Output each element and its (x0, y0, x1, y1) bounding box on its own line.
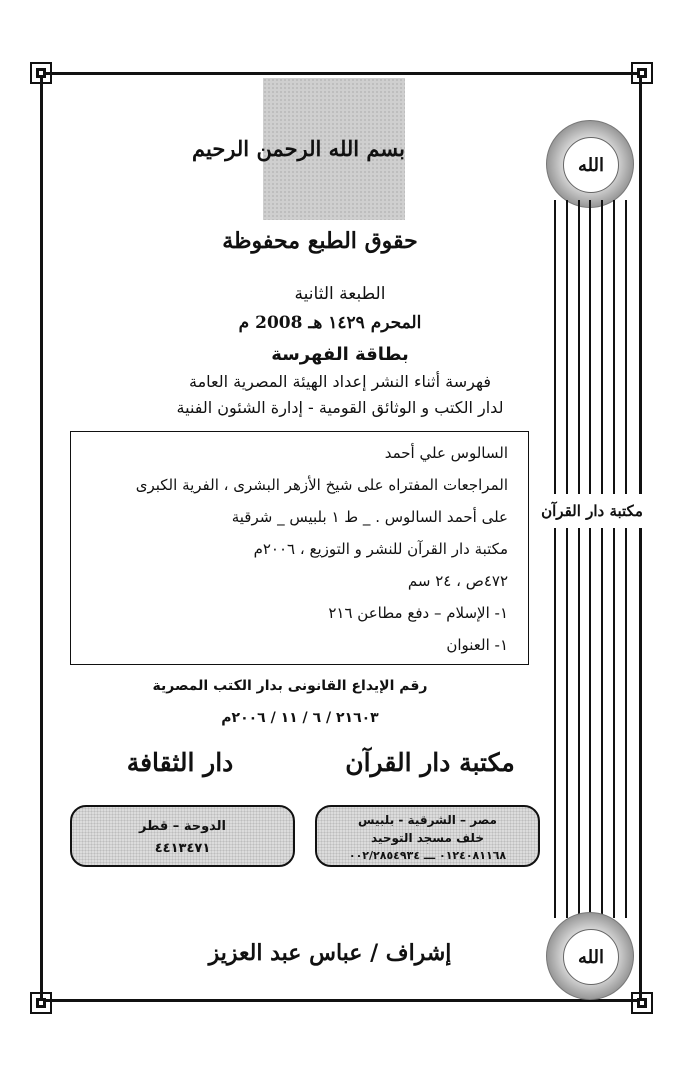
catalog-author: السالوس علي أحمد (384, 444, 508, 462)
corner-ornament-top-right (630, 61, 654, 85)
publisher-right-logo: مكتبة دار القرآن (345, 748, 515, 777)
allah-seal-top-text: الله (563, 137, 619, 193)
deposit-number: ٢١٦٠٣ / ٦ / ١١ / ٢٠٠٦م (221, 710, 379, 726)
spine-label: مكتبة دار القرآن (537, 494, 647, 528)
cataloging-card (70, 431, 529, 665)
catalog-subject: ١- الإسلام – دفع مطاعن ٢١٦ (328, 604, 508, 622)
corner-ornament-bottom-right (630, 991, 654, 1015)
spine-line (566, 200, 568, 918)
catalog-author-edition: على أحمد السالوس . _ ط ١ بلبيس _ شرقية (231, 508, 508, 526)
catalog-title: المراجعات المفتراه على شيخ الأزهر البشرى ، الفرية الكبرى (135, 476, 508, 494)
copyright-notice: حقوق الطبع محفوظة (222, 228, 418, 254)
publisher-left-logo: دار الثقافة (126, 748, 234, 777)
spine-line (554, 200, 556, 918)
cataloging-line-1: فهرسة أثناء النشر إعداد الهيئة المصرية العامة (189, 372, 491, 391)
allah-seal-bottom (546, 912, 634, 1000)
publisher-right-line2: خلف مسجد التوحيد (371, 831, 484, 845)
spine-line (601, 200, 603, 918)
catalog-publisher: مكتبة دار القرآن للنشر و التوزيع ، ٢٠٠٦م (253, 540, 508, 558)
allah-seal-bottom-text: الله (563, 929, 619, 985)
supervision: إشراف / عباس عبد العزيز (208, 940, 452, 966)
publisher-left-line1: الدوحة – قطر (139, 819, 226, 834)
spine-line (625, 200, 627, 918)
publisher-left-phone: ٤٤١٣٤٧١ (154, 841, 211, 856)
spine-line (589, 200, 591, 918)
basmala-text: بسم الله الرحمن الرحيم (192, 136, 405, 161)
card-title: بطاقة الفهرسة (271, 344, 409, 365)
edition: الطبعة الثانية (294, 284, 386, 304)
edition-date: المحرم ١٤٢٩ هـ 2008 م (238, 313, 422, 333)
basmala-calligraphy (192, 78, 405, 220)
cataloging-line-2: لدار الكتب و الوثائق القومية - إدارة الشئون الفنية (176, 398, 504, 417)
corner-ornament-top-left (29, 61, 53, 85)
publisher-right-line1: مصر – الشرقية - بلبيس (358, 813, 497, 827)
spine-line (578, 200, 580, 918)
publisher-left-address (70, 805, 295, 867)
deposit-label: رقم الإيداع القانونى بدار الكتب المصرية (152, 678, 428, 694)
allah-seal-top (546, 120, 634, 208)
corner-ornament-bottom-left (29, 991, 53, 1015)
catalog-pages: ٤٧٢ص ، ٢٤ سم (407, 572, 508, 590)
spine-line (613, 200, 615, 918)
publisher-right-phone: ٠١٢٤٠٨١١٦٨ ـــ ٠٠٢/٢٨٥٤٩٣٤ (348, 849, 507, 862)
publisher-right-address (315, 805, 540, 867)
catalog-title-entry: ١- العنوان (446, 636, 508, 654)
